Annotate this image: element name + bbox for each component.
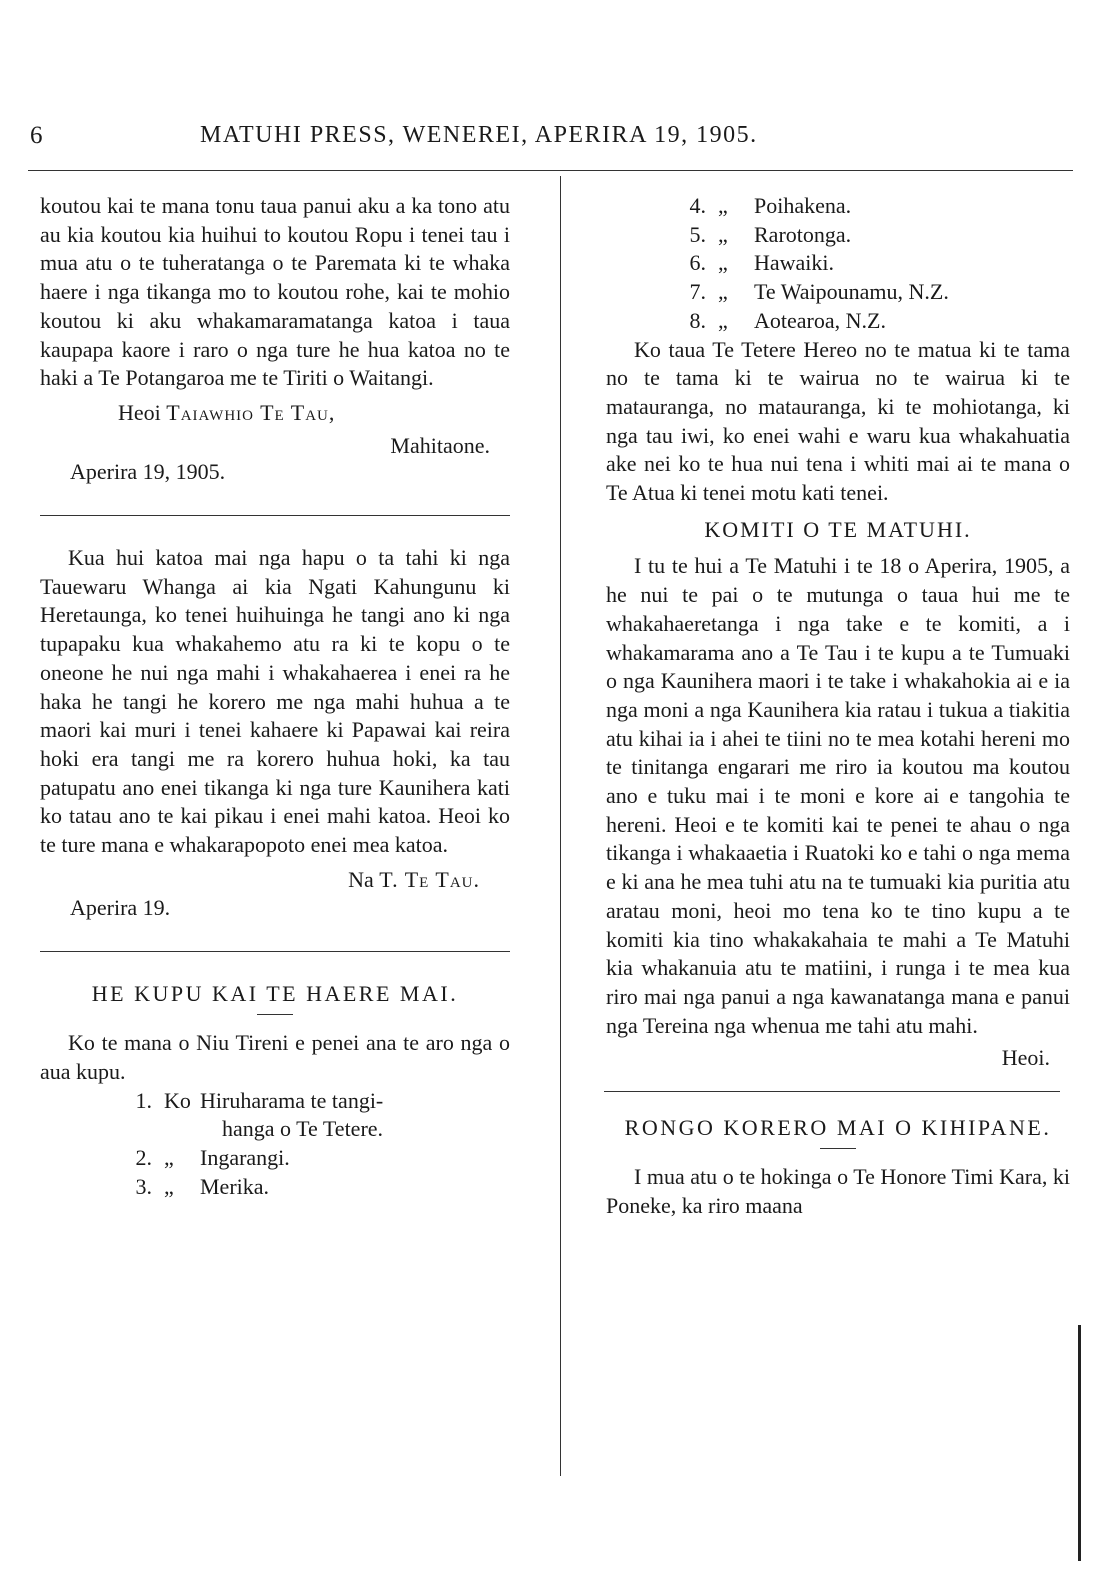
- places-list-left: [40, 1087, 510, 1116]
- list-item: 7. „ Te Waipounamu, N.Z.: [689, 279, 949, 305]
- signature-prefix: Heoi: [118, 399, 161, 425]
- closing-heoi: Heoi.: [1001, 1045, 1050, 1071]
- section-divider-2: [40, 951, 510, 952]
- list-continuation: hanga o Te Tetere.: [222, 1116, 384, 1142]
- page-header: [30, 122, 1090, 158]
- right-column: [606, 192, 1070, 1221]
- article-heading-kupu: HE KUPU KAI TE HAERE MAI.: [91, 981, 459, 1007]
- page-number: 6: [30, 122, 43, 149]
- signature-name: Taiawhio Te Tau,: [166, 399, 336, 425]
- hui-date: Aperira 19.: [70, 895, 171, 921]
- hui-paragraph: Kua hui katoa mai nga hapu o ta tahi ki nga Tauewaru Whanga ai kia Ngati Kahungunu ki Heretaunga, ko tenei huihuinga he tangi ano ki nga tupapaku kua whakahemo atu ra ki te kopu o te oneone he nui nga mahi i whakahaerea i enei ra he haka he tangi he korero me nga mahi huhua a te maori kai muri i tenei kahaere ki Papawai kai reira hoki era tangi me ra korero huhua hoki, ka tau patupatu ano enei tikanga ki nga ture Kaunihera kati ko tatau ano te kai pikau i enei mahi katoa. Heoi ko te ture mana e whakarapopoto enei mea katoa.: [40, 545, 510, 858]
- signature-2: [40, 866, 480, 895]
- signature-2-name: T. Te Tau.: [379, 866, 480, 892]
- signature: [40, 399, 510, 428]
- page-edge-rule: [1078, 1325, 1081, 1561]
- places-list-right: [606, 192, 1070, 336]
- article-heading-rongo: RONGO KORERO MAI O KIHIPANE.: [624, 1115, 1052, 1141]
- section-divider: [40, 515, 510, 516]
- left-column: [40, 192, 510, 1201]
- komiti-paragraph: I tu te hui a Te Matuhi i te 18 o Aperira, 1905, a he nui te pai o te mutunga o taua hui me te whakahaeretanga i nga take e te komiti, a i whakamarama ano a Te Tau i te kupu a te Tumuaki o nga Kaunihera maori i te take i whakahokia ai e ia nga moni a nga Kaunihera kia ratau i tukua a tiakitia atu kihai ia i ahei te tiini no te mea kotahi hereni mo te tinitanga engarari me riro ia koutou ma koutou ano e tuku mai i te moni e kore ai e tangohia te hereni. Heoi e te komiti kai te penei te ahau o nga tikanga i whakaaetia i Ruatoki ko e tahi o nga mema e ki ana he mea tuhi atu na te tumuaki kia puritia atu aratau moni, heoi mo tena ko te tino kupu a te komiti kia tino whakakahaia te mahi a Te Matuhi kia whakanuia atu te matiini, i runga i te mea kua riro mai nga panui a nga kawanatanga mana e panui nga Tereina nga whenua me tahi atu mahi.: [606, 553, 1070, 1038]
- signature-2-prefix: Na: [348, 866, 374, 892]
- list-item: 6. „ Hawaiki.: [689, 250, 835, 276]
- places-list-left-2: [40, 1144, 510, 1201]
- list-item: 1. Ko Hiruharama te tangi-: [135, 1087, 384, 1113]
- list-item: 3. „ Merika.: [135, 1173, 270, 1199]
- heading-underline-right: [820, 1148, 856, 1149]
- letter-date: Aperira 19, 1905.: [70, 459, 226, 485]
- list-item: 2. „ Ingarangi.: [135, 1144, 290, 1170]
- heading-underline: [257, 1014, 293, 1015]
- kupu-paragraph: Ko te mana o Niu Tireni e penei ana te aro nga o aua kupu.: [40, 1030, 510, 1084]
- masthead: MATUHI PRESS, WENEREI, APERIRA 19, 1905.: [200, 122, 758, 148]
- list-item: 5. „ Rarotonga.: [689, 221, 852, 247]
- column-divider: [560, 176, 561, 1476]
- header-rule: [28, 170, 1073, 171]
- article-heading-komiti: KOMITI O TE MATUHI.: [704, 516, 972, 542]
- tetere-paragraph: Ko taua Te Tetere Hereo no te matua ki te tama no te tama ki te wairua no te wairua ki te matauranga, no matauranga, ki te mohiotanga, ki nga tau iwi, ko enei wahi e waru kua whakahuatia ake nei ko te hua nui tena i whiti mai ai te mana o Te Atua ki tenei motu kati tenei.: [606, 336, 1070, 506]
- rongo-paragraph: I mua atu o te hokinga o Te Honore Timi Kara, ki Poneke, ka riro maana: [606, 1164, 1070, 1218]
- section-divider-right: [604, 1091, 1060, 1092]
- letter-paragraph: koutou kai te mana tonu taua panui aku a ka tono atu au kia koutou kia huihui to koutou Ropu i tenei tau i mua atu o te tuheratanga o te Paremata ki te whaka haere i nga tikanga mo to koutou rohe, kai te mohio koutou ki aku whakamaramatanga katoa i taua kaupapa kaore i raro o nga ture he hua katoa no te haki a Te Potangaroa me te Tiriti o Waitangi.: [40, 193, 510, 391]
- list-item: 8. „ Aotearoa, N.Z.: [689, 307, 886, 333]
- place-name: Mahitaone.: [390, 432, 490, 458]
- list-item: 4. „ Poihakena.: [689, 193, 852, 218]
